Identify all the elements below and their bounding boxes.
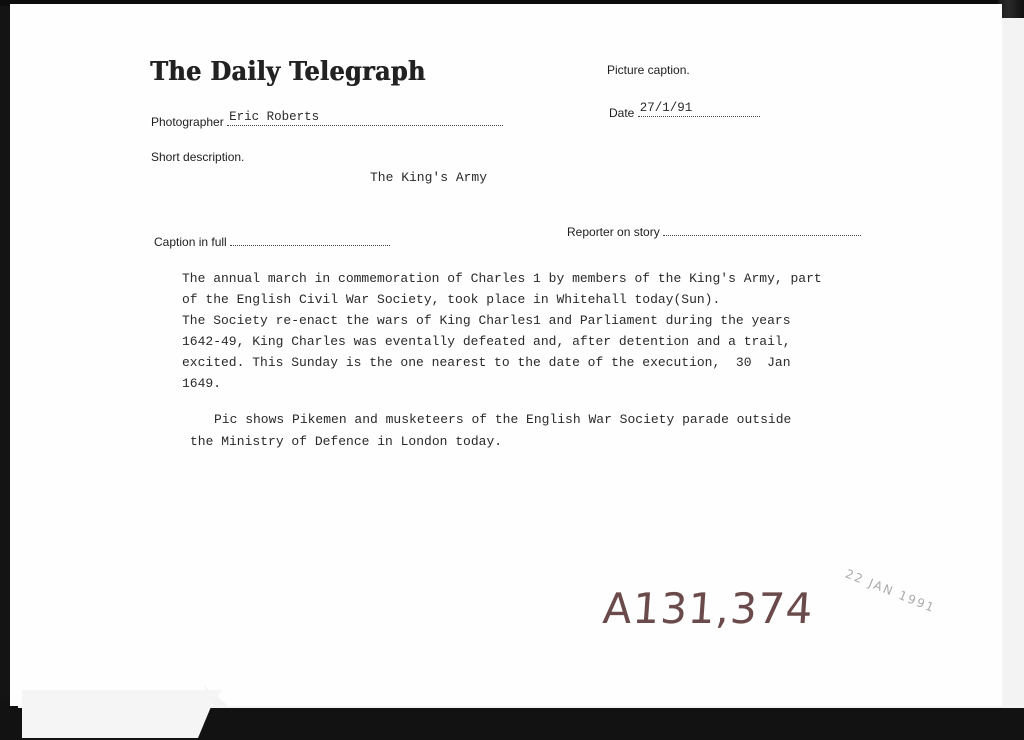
photographer-value: Eric Roberts	[229, 110, 320, 124]
handwritten-archive-number: A131,374	[601, 584, 816, 633]
photographer-dotted-line	[227, 110, 503, 126]
date-field	[609, 101, 760, 120]
newspaper-logo: The Daily Telegraph	[150, 54, 426, 87]
reporter-dotted-line	[663, 225, 861, 236]
picture-caption-label: Picture caption.	[607, 63, 690, 77]
caption-text	[182, 268, 902, 394]
photographer-field	[151, 110, 503, 129]
caption-dotted-line	[230, 235, 390, 246]
torn-corner	[22, 690, 222, 738]
caption-line: The Society re-enact the wars of King Charles1 and Parliament during the years	[182, 313, 791, 328]
short-description-value: The King's Army	[370, 170, 488, 185]
caption-line: 1649.	[182, 376, 222, 391]
short-description-label: Short description.	[151, 150, 245, 164]
photographer-label: Photographer	[151, 115, 224, 129]
pic-description	[190, 409, 890, 453]
caption-line: 1642-49, King Charles was eventally defeated and, after detention and a trail,	[182, 334, 791, 349]
date-value: 27/1/91	[639, 101, 693, 115]
pencil-date-note: 22 JAN 1991	[843, 566, 938, 616]
date-dotted-line	[638, 101, 760, 117]
caption-label: Caption in full	[154, 235, 227, 249]
pic-line: Pic shows Pikemen and musketeers of the English War Society parade outside	[214, 412, 792, 427]
caption-field	[154, 235, 390, 249]
caption-line: The annual march in commemoration of Charles 1 by members of the King's Army, part	[182, 271, 822, 286]
reporter-field	[567, 225, 861, 239]
caption-line: of the English Civil War Society, took place in Whitehall today(Sun).	[182, 292, 721, 307]
date-label: Date	[609, 106, 635, 120]
caption-line: excited. This Sunday is the one nearest to the date of the execution, 30 Jan	[182, 355, 791, 370]
reporter-label: Reporter on story	[567, 225, 660, 239]
pic-line: the Ministry of Defence in London today.	[190, 434, 503, 449]
